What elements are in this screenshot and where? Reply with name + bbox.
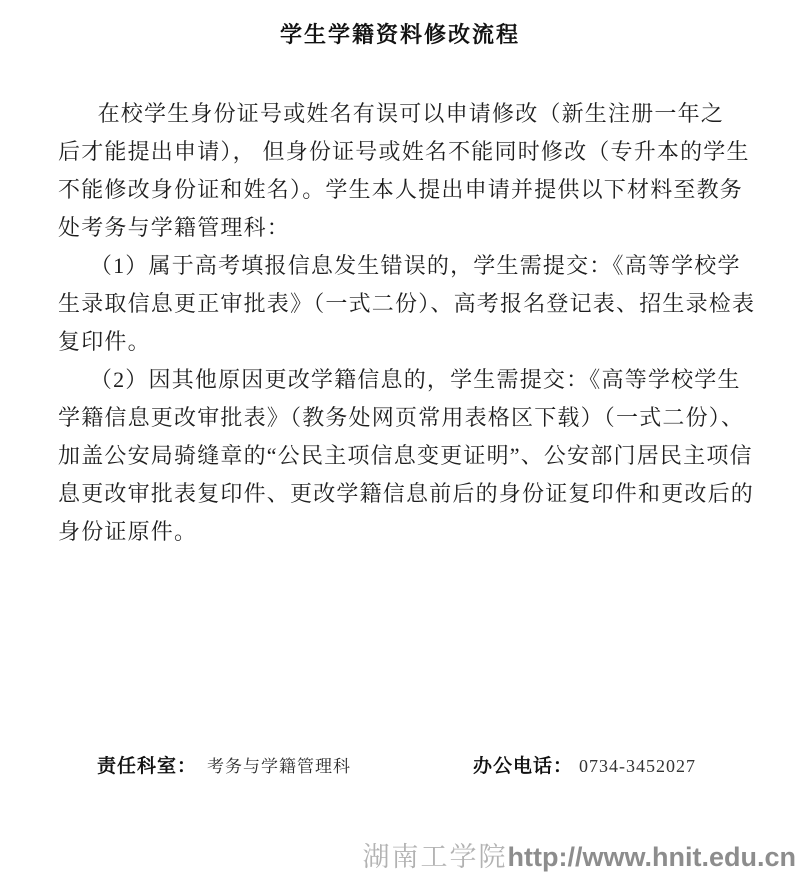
body-line: 后才能提出申请）， 但身份证号或姓名不能同时修改（专升本的学生 bbox=[58, 139, 750, 164]
site-watermark bbox=[363, 835, 796, 874]
body-line: 在校学生身份证号或姓名有误可以申请修改（新生注册一年之 bbox=[97, 101, 724, 126]
phone-label: 办公电话： bbox=[473, 756, 574, 777]
body-line: 生录取信息更正审批表》（一式二份）、高考报名登记表、招生录检表 bbox=[58, 291, 756, 316]
body-line: （1）属于高考填报信息发生错误的，学生需提交：《高等学校学 bbox=[89, 253, 741, 278]
responsible-department bbox=[97, 751, 351, 778]
document-body bbox=[58, 95, 756, 551]
phone-value: 0734-3452027 bbox=[579, 756, 697, 776]
body-line: 不能修改身份证和姓名）。学生本人提出申请并提供以下材料至教务 bbox=[58, 177, 744, 202]
body-line: （2）因其他原因更改学籍信息的，学生需提交：《高等学校学生 bbox=[89, 367, 741, 392]
body-line: 学籍信息更改审批表》（教务处网页常用表格区下载）（一式二份）、 bbox=[58, 405, 745, 430]
page-title: 学生学籍资料修改流程 bbox=[279, 22, 520, 47]
body-line: 处考务与学籍管理科： bbox=[58, 215, 291, 240]
department-label: 责任科室： bbox=[97, 756, 198, 777]
body-line: 身份证原件。 bbox=[58, 519, 198, 544]
body-line: 息更改审批表复印件、更改学籍信息前后的身份证复印件和更改后的 bbox=[58, 481, 755, 506]
office-phone bbox=[473, 751, 696, 778]
document-footer bbox=[0, 751, 800, 783]
school-name: 湖南工学院 bbox=[362, 842, 508, 872]
body-line: 复印件。 bbox=[58, 329, 151, 354]
body-line: 加盖公安局骑缝章的“公民主项信息变更证明”、公安部门居民主项信 bbox=[58, 443, 753, 468]
school-url: http://www.hnit.edu.cn bbox=[507, 842, 796, 872]
department-value: 考务与学籍管理科 bbox=[207, 757, 352, 776]
